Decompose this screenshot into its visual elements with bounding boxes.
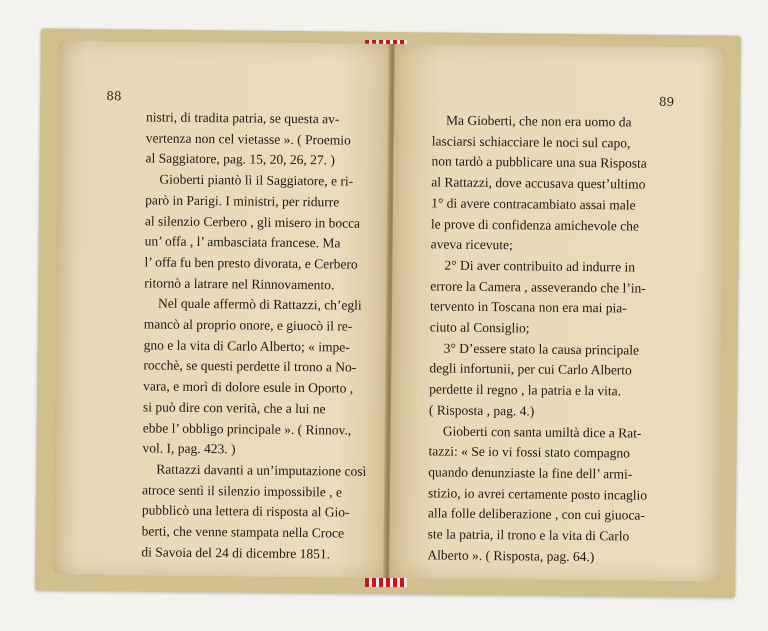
text-line: al silenzio Cerbero , gli misero in bocca: [144, 212, 361, 231]
page-text: [427, 110, 664, 568]
text-line: mancò al proprio onore, e giuocò il re-: [143, 316, 353, 334]
text-line: nistri, di tradita patria, se questa av-: [145, 109, 340, 127]
text-line: ebbe l’ obbligo principale ». ( Rinnov.,: [142, 419, 352, 438]
text-line: Ma Gioberti, che non era uomo da: [445, 112, 632, 130]
text-line: ritornò a latrare nel Rinnovamento.: [144, 275, 335, 293]
text-line: un’ offa , l’ ambasciata francese. Ma: [144, 233, 341, 251]
text-line: errore la Camera , asseverando che l’in-: [430, 278, 646, 296]
text-line: parò in Parigi. I ministri, per ridurre: [145, 192, 340, 210]
text-line: ste la patria, il trono e la vita di Carlo: [427, 526, 630, 544]
text-line: berti, che venne stampata nella Croce: [141, 523, 345, 541]
text-line: 3° D’essere stato la causa principale: [443, 340, 640, 358]
text-line: aveva ricevute;: [430, 236, 513, 253]
text-line: lasciarsi schiacciare le noci sul capo,: [431, 133, 631, 151]
text-line: ( Risposta , pag. 4.): [428, 402, 535, 419]
text-line: Alberto ». ( Risposta, pag. 64.): [427, 547, 595, 564]
text-line: Nel quale affermò di Rattazzi, ch’egli: [157, 295, 362, 314]
text-line: Gioberti piantò lì il Saggiatore, e ri-: [159, 171, 354, 189]
text-line: le prove di confidenza amichevole che: [430, 215, 640, 234]
text-line: rocchè, se questi perdette il trono a No-: [143, 357, 357, 376]
text-line: atroce sentì il silenzio impossibile , e: [142, 482, 343, 500]
text-line: degli infortunii, per cui Carlo Alberto: [429, 360, 632, 378]
text-line: l’ offa fu ben presto divorata, e Cerbero: [144, 254, 358, 272]
text-line: 1° di avere contracambiato assai male: [431, 195, 636, 213]
text-line: vol. I, pag. 423. ): [142, 440, 236, 457]
text-line: tazzi: « Se io vi fossi stato compagno: [428, 443, 630, 461]
text-line: vertenza non cel vietasse ». ( Proemio: [145, 130, 351, 148]
text-line: al Rattazzi, dove accusava quest’ultimo: [431, 174, 646, 192]
right-page: [389, 44, 727, 581]
open-book-spread: [53, 41, 727, 582]
left-page: [53, 41, 391, 578]
text-line: tervento in Toscana non era mai pia-: [429, 298, 627, 316]
text-line: perdette il regno , la patria e la vita.: [429, 381, 622, 399]
page-number: 88: [106, 89, 122, 104]
text-line: vara, e morì di dolore esule in Oporto ,: [143, 378, 354, 396]
text-line: alla folle deliberazione , con cui giuoca-: [427, 505, 645, 524]
text-line: Gioberti con santa umiltà dice a Rat-: [442, 423, 642, 441]
text-line: pubblicò una lettera di risposta al Gio-: [141, 502, 350, 520]
page-number: 89: [658, 94, 675, 109]
text-line: 2° Di aver contribuito ad indurre in: [444, 257, 636, 275]
text-line: si può dire con verità, che a lui ne: [142, 399, 326, 417]
page-text: [141, 107, 378, 565]
text-line: non tardò a pubblicare una sua Risposta: [431, 153, 647, 172]
text-line: quando denunziaste la fine dell’ armi-: [428, 464, 633, 482]
text-line: Rattazzi davanti a un’imputazione così: [156, 461, 367, 479]
text-line: ciuto al Consiglio;: [429, 319, 530, 336]
text-line: al Saggiatore, pag. 15, 20, 26, 27. ): [145, 150, 335, 168]
text-line: di Savoia del 24 di dicembre 1851.: [141, 544, 331, 562]
bookmark-ribbon-bottom: [365, 578, 407, 587]
text-line: stizio, io avrei certamente posto incaglio: [428, 485, 648, 503]
text-line: gno e la vita di Carlo Alberto; « impe-: [143, 337, 350, 355]
